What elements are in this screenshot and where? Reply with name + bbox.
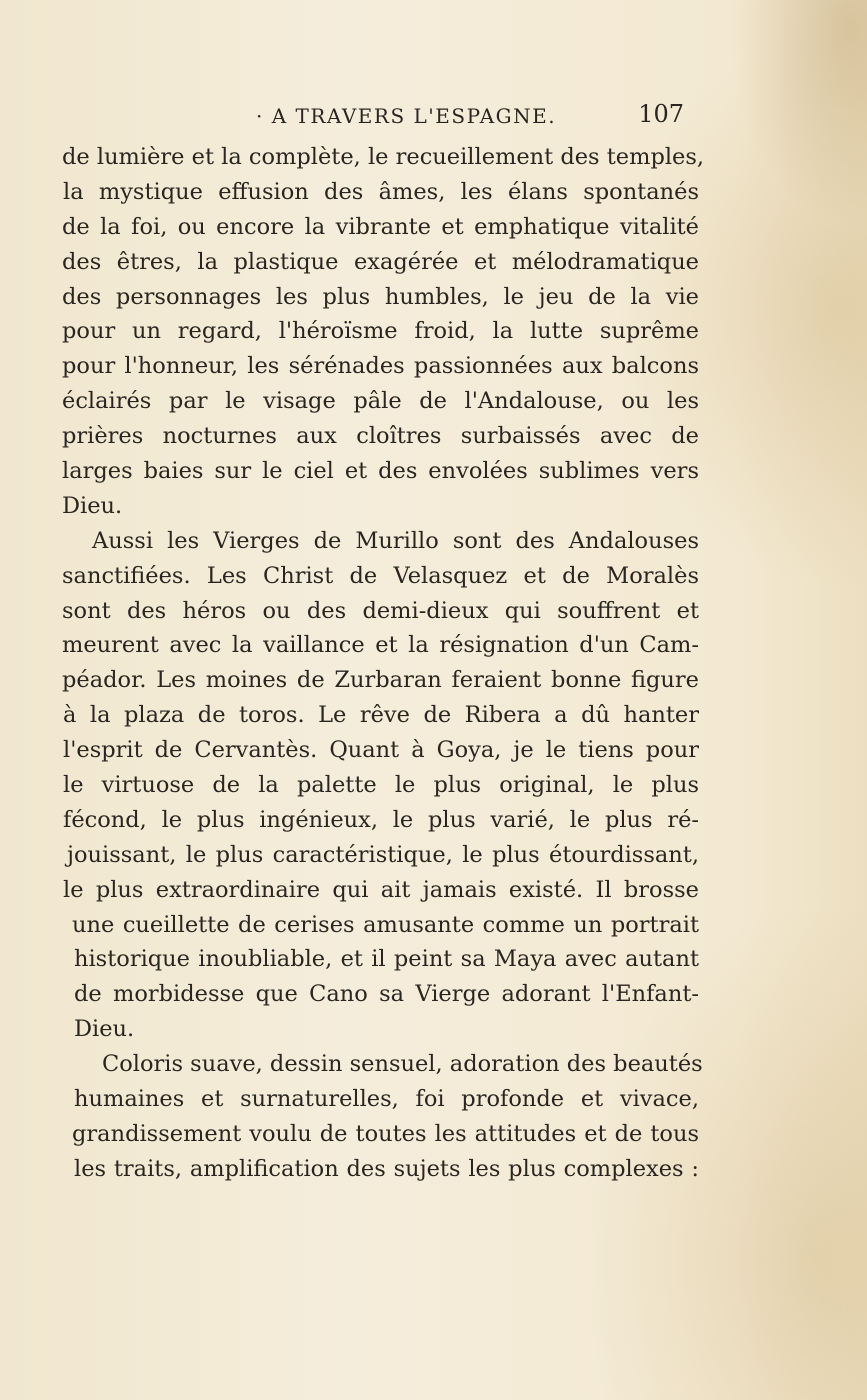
text-line: fécond, le plus ingénieux, le plus varié, le plus ré- xyxy=(63,806,699,833)
text-line: l'esprit de Cervantès. Quant à Goya, je le tiens pour xyxy=(63,737,699,764)
text-line: à la plaza de toros. Le rêve de Ribera a dû hanter xyxy=(63,702,699,729)
text-line: des personnages les plus humbles, le jeu de la vie xyxy=(62,283,699,310)
text-line: pour un regard, l'héroïsme froid, la lutte suprême xyxy=(62,318,699,345)
text-line: grandissement voulu de toutes les attitudes et de tous xyxy=(72,1120,699,1147)
text-line: la mystique effusion des âmes, les élans spontanés xyxy=(63,178,699,205)
text-line: sont des héros ou des demi-dieux qui souffrent et xyxy=(62,597,699,624)
text-line: prières nocturnes aux cloîtres surbaissés avec de xyxy=(62,423,699,450)
paragraph-1 xyxy=(62,140,705,524)
text-line: les traits, amplification des sujets les plus complexes : xyxy=(74,1155,699,1182)
text-line: le plus extraordinaire qui ait jamais existé. Il brosse xyxy=(63,876,699,903)
text-line: jouissant, le plus caractéristique, le plus étourdissant, xyxy=(67,841,699,868)
text-line: Dieu. xyxy=(62,492,123,519)
text-line: de morbidesse que Cano sa Vierge adorant l'Enfant- xyxy=(74,981,699,1008)
text-line: péador. Les moines de Zurbaran feraient bonne figure xyxy=(62,667,699,694)
text-line: Aussi les Vierges de Murillo sont des Andalouses xyxy=(92,527,699,554)
paragraph-3 xyxy=(62,1047,703,1187)
page-header xyxy=(62,100,684,134)
text-line: Dieu. xyxy=(74,1016,135,1043)
text-line: le virtuose de la palette le plus original, le plus xyxy=(63,772,699,799)
text-line: Coloris suave, dessin sensuel, adoration des beautés xyxy=(102,1051,703,1078)
page-number: 107 xyxy=(638,100,684,128)
text-line: humaines et surnaturelles, foi profonde et vivace, xyxy=(74,1086,699,1113)
text-line: éclairés par le visage pâle de l'Andalouse, ou les xyxy=(62,388,699,415)
text-line: larges baies sur le ciel et des envolées sublimes vers xyxy=(62,458,699,485)
text-line: des êtres, la plastique exagérée et mélodramatique xyxy=(62,248,699,275)
text-line: historique inoubliable, et il peint sa Maya avec autant xyxy=(74,946,699,973)
text-line: une cueillette de cerises amusante comme un portrait xyxy=(72,911,699,938)
text-line: de la foi, ou encore la vibrante et emphatique vitalité xyxy=(62,213,699,240)
running-title: · A TRAVERS L'ESPAGNE. xyxy=(256,104,557,128)
text-line: pour l'honneur, les sérénades passionnées aux balcons xyxy=(62,353,699,380)
body-text xyxy=(62,140,705,1187)
text-line: de lumière et la complète, le recueillement des temples, xyxy=(62,144,705,170)
text-line: meurent avec la vaillance et la résignation d'un Cam- xyxy=(62,632,699,659)
paragraph-2 xyxy=(62,524,699,1047)
text-line: sanctifiées. Les Christ de Velasquez et de Moralès xyxy=(62,562,699,589)
